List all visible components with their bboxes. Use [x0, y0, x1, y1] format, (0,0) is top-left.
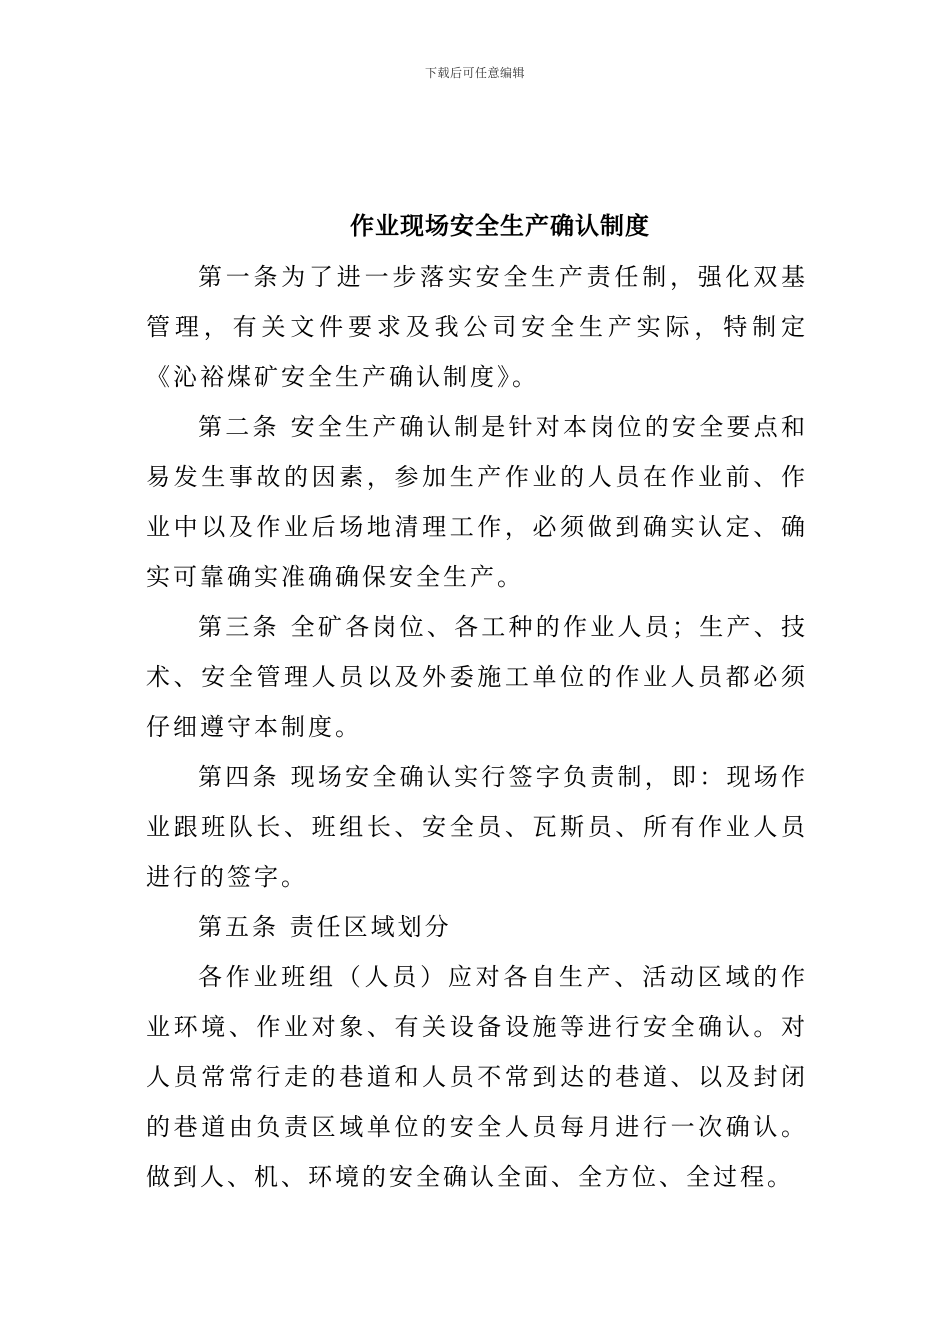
paragraph-article-5-heading: 第五条 责任区域划分 [198, 913, 452, 941]
paragraph-article-4: 第四条 现场安全确认实行签字负责制，即：现场作业跟班队长、班组长、安全员、瓦斯员、所有作业人员进行的签字。 [146, 763, 808, 891]
document-body [146, 252, 808, 1202]
paragraph-article-1: 第一条为了进一步落实安全生产责任制，强化双基管理，有关文件要求及我公司安全生产实际，特制定《沁裕煤矿安全生产确认制度》。 [146, 263, 808, 391]
document-title: 作业现场安全生产确认制度 [350, 211, 650, 240]
paragraph-article-2: 第二条 安全生产确认制是针对本岗位的安全要点和易发生事故的因素，参加生产作业的人员在作业前、作业中以及作业后场地清理工作，必须做到确实认定、确实可靠确实准确确保安全生产。 [146, 413, 808, 591]
page-header-note: 下载后可任意编辑 [424, 66, 525, 80]
paragraph-article-3: 第三条 全矿各岗位、各工种的作业人员；生产、技术、安全管理人员以及外委施工单位的作业人员都必须仔细遵守本制度。 [146, 613, 808, 741]
paragraph-article-5-body: 各作业班组（人员）应对各自生产、活动区域的作业环境、作业对象、有关设备设施等进行安全确认。对人员常常行走的巷道和人员不常到达的巷道、以及封闭的巷道由负责区域单位的安全人员每月进行一次确认。做到人、机、环境的安全确认全面、全方位、全过程。 [146, 963, 808, 1191]
